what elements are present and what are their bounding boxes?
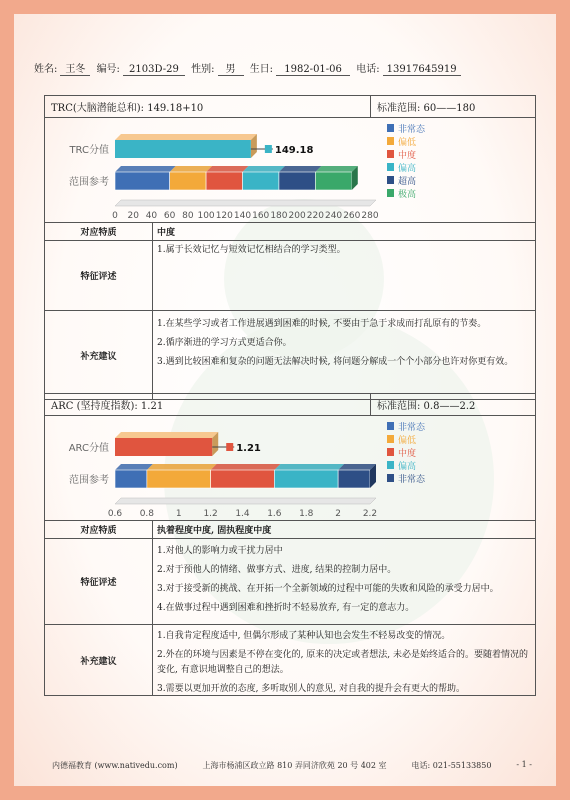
value-bar-top bbox=[115, 134, 257, 140]
range-segment-top bbox=[338, 464, 376, 470]
axis-floor bbox=[115, 498, 376, 504]
range-segment bbox=[274, 470, 338, 488]
legend-label: 偏低 bbox=[398, 138, 417, 148]
x-tick-label: 20 bbox=[127, 211, 139, 221]
trc-range: 标准范围: 60——180 bbox=[377, 103, 476, 114]
advice-item: 2.外在的环境与因素是不停在变化的, 原来的决定或者想法, 未必是始终适合的。要随着情况的变化, 有意识地调整自己的想法。 bbox=[157, 650, 529, 675]
x-tick-label: 1.8 bbox=[299, 509, 314, 519]
trc-advice-list bbox=[153, 311, 535, 399]
x-tick-label: 1.4 bbox=[235, 509, 250, 519]
legend-label: 极高 bbox=[398, 190, 417, 200]
x-tick-label: 120 bbox=[215, 211, 233, 221]
legend-swatch bbox=[387, 124, 394, 132]
legend-label: 非常态 bbox=[398, 423, 426, 433]
x-tick-label: 60 bbox=[163, 211, 176, 221]
trc-section bbox=[44, 95, 536, 400]
arc-title: ARC (坚持度指数): 1.21 bbox=[45, 394, 371, 415]
range-segment-top bbox=[115, 166, 176, 172]
legend-swatch bbox=[387, 461, 394, 469]
x-tick-label: 260 bbox=[343, 211, 361, 221]
advice-item: 3.遇到比较困难和复杂的问题无法解决时候, 将问题分解成一个个小部分也许对你更有效。 bbox=[157, 357, 514, 367]
footer-address: 上海市杨浦区政立路 810 弄同济欣苑 20 号 402 室 bbox=[202, 761, 387, 770]
range-segment bbox=[147, 470, 211, 488]
feature-item: 1.属于长效记忆与短效记忆相结合的学习类型。 bbox=[157, 245, 346, 255]
arc-trait-value: 执着程度中度, 固执程度中度 bbox=[157, 526, 272, 536]
feature-item: 3.对于接受新的挑战、在开拓一个全新领域的过程中可能的失败和风险的承受力居中。 bbox=[157, 584, 499, 594]
value-marker bbox=[265, 145, 272, 153]
gender-value: 男 bbox=[218, 60, 244, 76]
arc-advice-row bbox=[45, 625, 535, 695]
legend-label: 中度 bbox=[398, 449, 417, 459]
range-segment bbox=[338, 470, 370, 488]
id-label: 编号: bbox=[96, 64, 120, 75]
advice-item: 1.在某些学习或者工作进展遇到困难的时候, 不要由于急于求成而打乱原有的节奏。 bbox=[157, 319, 487, 329]
legend-swatch bbox=[387, 176, 394, 184]
birth-value: 1982-01-06 bbox=[276, 64, 350, 76]
value-label: 149.18 bbox=[274, 145, 314, 156]
value-bar-top bbox=[115, 432, 218, 438]
axis-floor bbox=[115, 200, 376, 206]
x-tick-label: 180 bbox=[270, 211, 288, 221]
id-value: 2103D-29 bbox=[123, 64, 185, 76]
legend-swatch bbox=[387, 163, 394, 171]
trc-trait-row bbox=[45, 223, 535, 241]
x-tick-label: 1.6 bbox=[267, 509, 282, 519]
category-label: 范围参考 bbox=[69, 475, 109, 486]
arc-chart-row bbox=[45, 416, 535, 521]
range-segment bbox=[115, 470, 147, 488]
value-bar bbox=[115, 438, 212, 456]
category-label: 范围参考 bbox=[69, 177, 109, 188]
arc-trait-row bbox=[45, 521, 535, 539]
feature-item: 2.对于预他人的情绪、做事方式、进度, 结果的控制力居中。 bbox=[157, 565, 397, 575]
feature-item: 1.对他人的影响力或干扰力居中 bbox=[157, 546, 283, 556]
x-tick-label: 1.2 bbox=[203, 509, 218, 519]
range-segment bbox=[170, 172, 206, 190]
range-segment bbox=[115, 172, 170, 190]
x-tick-label: 220 bbox=[306, 211, 324, 221]
personal-info bbox=[34, 60, 534, 78]
x-tick-label: 240 bbox=[324, 211, 343, 221]
arc-trait-label: 对应特质 bbox=[45, 521, 153, 538]
range-segment-top bbox=[243, 166, 285, 172]
legend-swatch bbox=[387, 137, 394, 145]
feature-item: 4.在做事过程中遇到困难和挫折时不轻易放弃, 有一定的意志力。 bbox=[157, 603, 415, 613]
name-value: 王冬 bbox=[60, 60, 90, 76]
x-tick-label: 0.8 bbox=[139, 509, 155, 519]
advice-item: 2.循序渐进的学习方式更适合你。 bbox=[157, 338, 292, 348]
legend-label: 超高 bbox=[398, 177, 417, 187]
trc-feature-list bbox=[153, 241, 535, 310]
legend-swatch bbox=[387, 150, 394, 158]
arc-advice-list bbox=[153, 625, 535, 695]
arc-title-row bbox=[45, 394, 535, 416]
range-segment-top bbox=[274, 464, 344, 470]
x-tick-label: 100 bbox=[197, 211, 215, 221]
footer-phone: 电话: 021-55133850 bbox=[411, 761, 492, 770]
name-label: 姓名: bbox=[34, 64, 58, 75]
range-segment bbox=[206, 172, 242, 190]
range-segment bbox=[243, 172, 279, 190]
x-tick-label: 160 bbox=[252, 211, 270, 221]
advice-item: 1.自我肯定程度适中, 但偶尔形成了某种认知也会发生不轻易改变的情况。 bbox=[157, 631, 451, 641]
range-segment bbox=[315, 172, 351, 190]
range-segment-top bbox=[315, 166, 357, 172]
trc-advice-label: 补充建议 bbox=[45, 311, 153, 399]
range-segment-top bbox=[115, 464, 153, 470]
x-tick-label: 0.6 bbox=[107, 509, 123, 519]
legend-swatch bbox=[387, 435, 394, 443]
legend-label: 偏低 bbox=[398, 436, 417, 446]
range-segment-top bbox=[279, 166, 321, 172]
x-tick-label: 0 bbox=[112, 211, 118, 221]
legend-swatch bbox=[387, 189, 394, 197]
trc-feature-row bbox=[45, 241, 535, 311]
legend-label: 中度 bbox=[398, 151, 417, 161]
range-segment-top bbox=[147, 464, 217, 470]
trc-chart bbox=[45, 118, 535, 222]
trc-title-row bbox=[45, 96, 535, 118]
range-segment-top bbox=[170, 166, 212, 172]
phone-label: 电话: bbox=[356, 64, 380, 75]
x-tick-label: 2 bbox=[335, 509, 341, 519]
footer-company: 内德福教育 (www.nativedu.com) bbox=[52, 761, 178, 770]
legend-label: 偏高 bbox=[398, 164, 417, 174]
gender-label: 性别: bbox=[191, 64, 215, 75]
legend-label: 偏高 bbox=[398, 462, 417, 472]
range-segment bbox=[279, 172, 315, 190]
x-tick-label: 2.2 bbox=[362, 509, 378, 519]
arc-advice-label: 补充建议 bbox=[45, 625, 153, 695]
arc-feature-label: 特征评述 bbox=[45, 539, 153, 624]
value-marker bbox=[226, 443, 233, 451]
trc-advice-row bbox=[45, 311, 535, 399]
category-label: TRC分值 bbox=[69, 145, 109, 156]
legend-swatch bbox=[387, 474, 394, 482]
trc-feature-label: 特征评述 bbox=[45, 241, 153, 310]
x-tick-label: 40 bbox=[145, 211, 158, 221]
category-label: ARC分值 bbox=[68, 443, 109, 454]
value-label: 1.21 bbox=[236, 443, 261, 454]
range-segment-top bbox=[206, 166, 248, 172]
legend-swatch bbox=[387, 422, 394, 430]
legend-label: 非常态 bbox=[398, 475, 426, 485]
x-tick-label: 140 bbox=[233, 211, 252, 221]
value-bar bbox=[115, 140, 251, 158]
legend-swatch bbox=[387, 448, 394, 456]
arc-section bbox=[44, 393, 536, 696]
page-footer bbox=[52, 760, 532, 774]
range-segment-top bbox=[211, 464, 281, 470]
x-tick-label: 80 bbox=[182, 211, 194, 221]
arc-feature-row bbox=[45, 539, 535, 625]
advice-item: 3.需要以更加开放的态度, 多听取别人的意见, 对自我的提升会有更大的帮助。 bbox=[157, 684, 466, 694]
trc-chart-row bbox=[45, 118, 535, 223]
phone-value: 13917645919 bbox=[383, 64, 461, 76]
arc-range: 标准范围: 0.8——2.2 bbox=[377, 401, 476, 412]
footer-page: - 1 - bbox=[516, 760, 532, 769]
x-tick-label: 280 bbox=[361, 211, 379, 221]
trc-title: TRC(大脑潜能总和): 149.18+10 bbox=[45, 96, 371, 117]
arc-feature-list bbox=[153, 539, 535, 624]
range-segment bbox=[211, 470, 275, 488]
legend-label: 非常态 bbox=[398, 125, 426, 135]
trc-trait-label: 对应特质 bbox=[45, 223, 153, 240]
trc-trait-value: 中度 bbox=[157, 228, 176, 238]
x-tick-label: 1 bbox=[175, 509, 182, 519]
x-tick-label: 200 bbox=[288, 211, 306, 221]
birth-label: 生日: bbox=[249, 64, 274, 75]
arc-chart bbox=[45, 416, 535, 520]
